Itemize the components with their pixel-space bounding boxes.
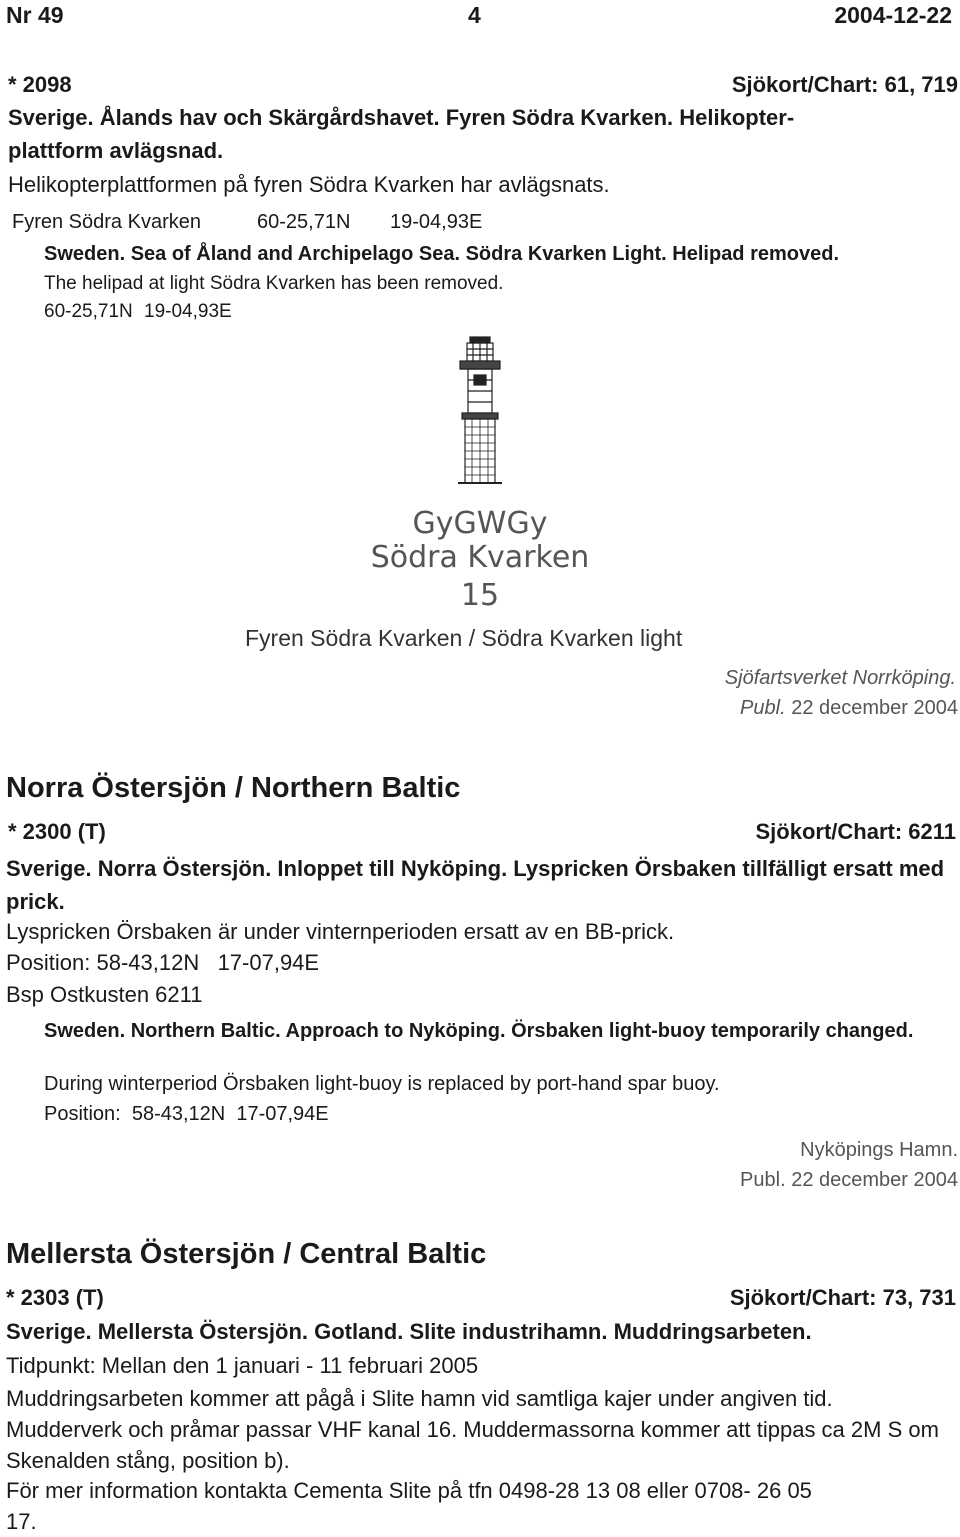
notice-2098-publ [740,697,958,720]
publ-label: Publ. [740,1169,786,1191]
illustration-caption: Fyren Södra Kvarken / Södra Kvarken light [245,625,683,651]
notice-2300-position-en: Position: 58-43,12N 17-07,94E [44,1103,329,1125]
notice-2098-body-sv: Helikopterplattformen på fyren Södra Kvarken har avlägsnats. [8,172,610,197]
notice-2098-lat: 60-25,71N [257,211,351,233]
notice-2303-title-sv: Sverige. Mellersta Östersjön. Gotland. Slite industrihamn. Muddringsarbeten. [6,1319,812,1344]
issue-number: Nr 49 [6,2,64,28]
publ-date: 22 december 2004 [791,1169,958,1191]
notice-2303-time: Tidpunkt: Mellan den 1 januari - 11 februari 2005 [6,1353,479,1378]
notice-2098-number: * 2098 [8,72,72,97]
notice-2300-title-sv: Sverige. Norra Östersjön. Inloppet till Nyköping. Lyspricken Örsbaken tillfälligt ersatt med prick. [6,856,945,914]
section-title-central-baltic: Mellersta Östersjön / Central Baltic [6,1238,487,1270]
lighthouse-icon [440,335,520,495]
publ-label: Publ. [740,697,786,719]
notice-2098-title-en: Sweden. Sea of Åland and Archipelago Sea. Södra Kvarken Light. Helipad removed. [44,243,840,265]
notice-2300-publ [740,1169,958,1192]
notice-2098-source: Sjöfartsverket Norrköping. [724,667,956,689]
notice-2098-lon: 19-04,93E [390,211,483,233]
issue-date: 2004-12-22 [834,2,952,28]
page-number: 4 [468,2,481,28]
notice-2300-body-sv: Lyspricken Örsbaken är under vinternperioden ersatt av en BB-prick. [6,919,675,944]
light-name-label: Södra Kvarken [370,540,590,575]
notice-2300-title-en: Sweden. Northern Baltic. Approach to Nyköping. Örsbaken light-buoy temporarily changed. [44,1020,914,1042]
notice-2300-chart: Sjökort/Chart: 6211 [755,819,956,844]
notice-2098-chart: Sjökort/Chart: 61, 719 [731,72,958,97]
notice-2300-body-en: During winterperiod Örsbaken light-buoy is replaced by port-hand spar buoy. [44,1073,720,1095]
notice-2300-source: Nyköpings Hamn. [800,1139,958,1161]
notice-2303-number: * 2303 (T) [6,1285,104,1310]
notice-2098-title-sv-line1: Sverige. Ålands hav och Skärgårdshavet. Fyren Södra Kvarken. Helikopter- [8,105,795,130]
notice-2300-position-sv: Position: 58-43,12N 17-07,94E [6,950,320,975]
light-character: GyGWGy [412,506,548,541]
notice-2098-body-en: The helipad at light Södra Kvarken has been removed. [44,273,504,294]
notice-2098-position-en: 60-25,71N 19-04,93E [44,301,232,322]
notice-2303-body-sv: Muddringsarbeten kommer att pågå i Slite hamn vid samtliga kajer under angiven tid. Mudderverk och pråmar passar VHF kanal 16. Muddermassorna kommer att tippas ca 2M S om Skenalden stång, position b). [6,1386,939,1473]
notice-2303-chart: Sjökort/Chart: 73, 731 [729,1285,956,1310]
notice-2098-light-name: Fyren Södra Kvarken [12,211,201,233]
section-title-northern-baltic: Norra Östersjön / Northern Baltic [6,772,461,804]
notice-2300-number: * 2300 (T) [8,819,106,844]
publ-date: 22 december 2004 [791,697,958,719]
light-range: 15 [460,578,500,613]
notice-2098-title-sv-line2: plattform avlägsnad. [8,138,224,163]
notice-2303-contact: För mer information kontakta Cementa Slite på tfn 0498-28 13 08 eller 0708- 26 05 17. [6,1478,812,1534]
notice-2300-bsp: Bsp Ostkusten 6211 [6,982,203,1007]
